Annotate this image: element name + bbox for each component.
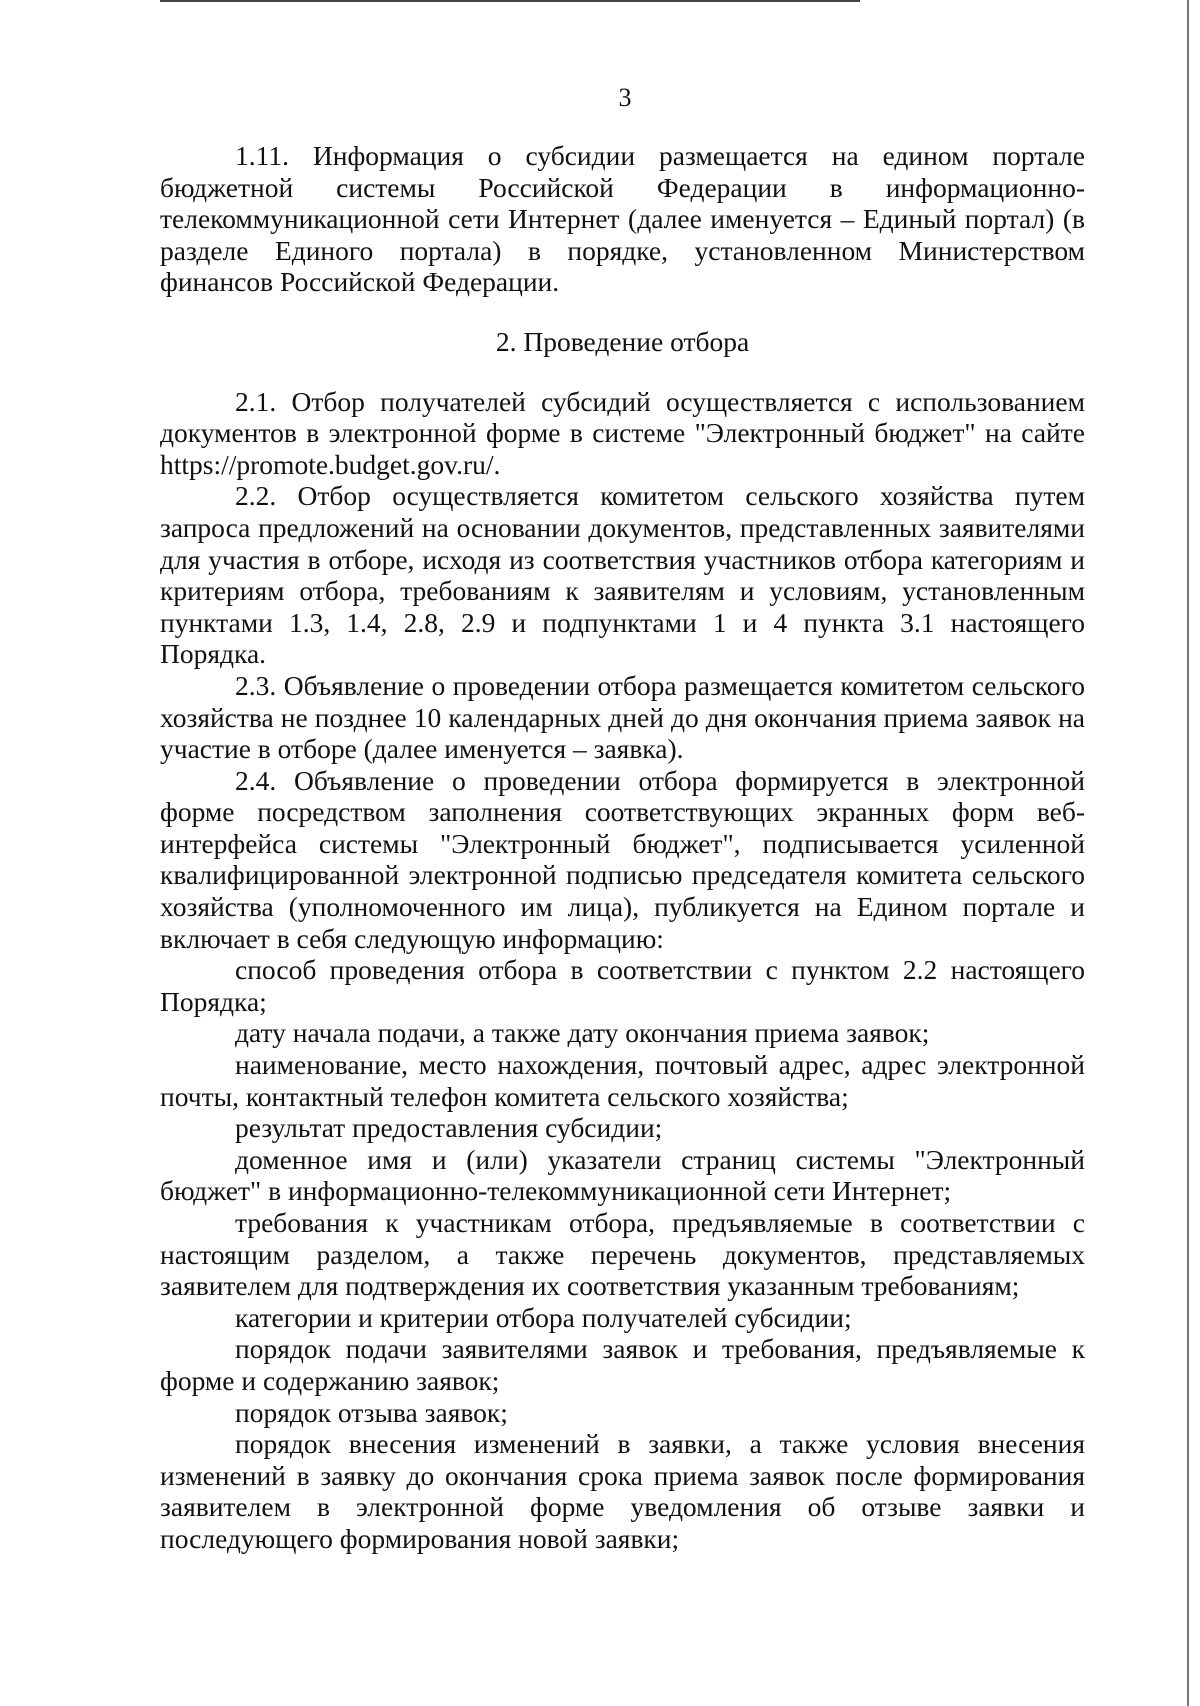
list-item-requirements: требования к участникам отбора, предъявляемые в соответствии с настоящим разделом, а также перечень документов, представляемых заявителем для подтверждения их соответствия указанным требованиям; — [160, 1207, 1085, 1302]
list-item-criteria: категории и критерии отбора получателей субсидии; — [235, 1301, 852, 1333]
page-number: 3 — [618, 83, 632, 112]
paragraph-2-1: 2.1. Отбор получателей субсидий осуществляется с использованием документов в электронной форме в системе "Электронный бюджет" на сайте https://promote.budget.gov.ru/. — [160, 385, 1085, 480]
list-item-contacts: наименование, место нахождения, почтовый адрес, адрес электронной почты, контактный телефон комитета сельского хозяйства; — [160, 1049, 1085, 1112]
section-heading: 2. Проведение отбора — [495, 325, 750, 357]
scan-edge-top — [160, 0, 860, 2]
list-item-dates: дату начала подачи, а также дату окончания приема заявок; — [235, 1017, 930, 1049]
document-body — [160, 140, 1085, 1555]
paragraph-2-4: 2.4. Объявление о проведении отбора формируется в электронной форме посредством заполнения соответствующих экранных форм веб-интерфейса системы "Электронный бюджет", подписывается усиленной квалифицированной электронной подписью председателя комитета сельского хозяйства (уполномоченного им лица), публикуется на Едином портале и включает в себя следующую информацию: — [160, 764, 1085, 954]
list-item-submission-order: порядок подачи заявителями заявок и требования, предъявляемые к форме и содержанию заявок; — [160, 1333, 1085, 1396]
list-item-withdrawal-order: порядок отзыва заявок; — [235, 1396, 508, 1428]
list-item-changes-order: порядок внесения изменений в заявки, а также условия внесения изменений в заявку до окончания срока приема заявок после формирования заявителем в электронной форме уведомления об отзыве заявки и последующего формирования новой заявки; — [160, 1428, 1085, 1554]
list-item-domain: доменное имя и (или) указатели страниц системы "Электронный бюджет" в информационно-телекоммуникационной сети Интернет; — [160, 1143, 1085, 1207]
list-item-result: результат предоставления субсидии; — [235, 1112, 663, 1144]
paragraph-1-11: 1.11. Информация о субсидии размещается на едином портале бюджетной системы Российской Федерации в информационно-телекоммуникационной сети Интернет (далее именуется – Единый портал) (в разделе Единого портала) в порядке, установленном Министерством финансов Российской Федерации. — [160, 140, 1085, 298]
paragraph-2-3: 2.3. Объявление о проведении отбора размещается комитетом сельского хозяйства не позднее 10 календарных дней до дня окончания приема заявок на участие в отборе (далее именуется – заявка). — [160, 669, 1085, 765]
scan-edge-right — [1187, 0, 1189, 1706]
paragraph-2-2: 2.2. Отбор осуществляется комитетом сельского хозяйства путем запроса предложений на основании документов, представленных заявителями для участия в отборе, исходя из соответствия участников отбора категориям и критериям отбора, требованиям к заявителям и условиям, установленным пунктами 1.3, 1.4, 2.8, 2.9 и подпунктами 1 и 4 пункта 3.1 настоящего Порядка. — [160, 480, 1085, 670]
list-item-selection-method: способ проведения отбора в соответствии с пунктом 2.2 настоящего Порядка; — [160, 954, 1085, 1017]
